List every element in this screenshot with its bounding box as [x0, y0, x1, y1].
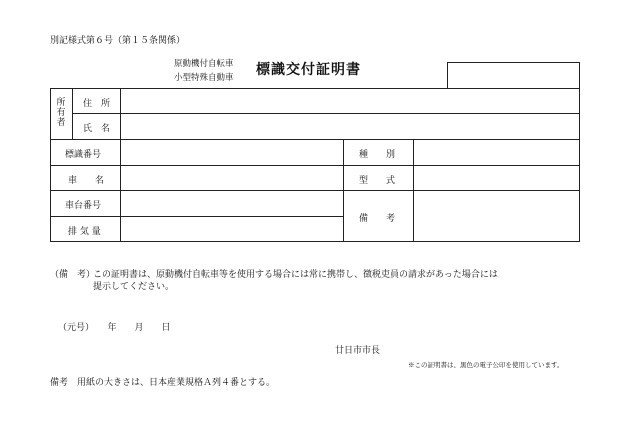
model-label: 型 式 — [359, 176, 396, 186]
date-line: （元号） 年 月 日 — [58, 323, 171, 333]
address-label: 住 所 — [83, 99, 111, 109]
owner-group-label: 所有者 — [56, 98, 66, 128]
form-number: 別記様式第６号（第１５条関係） — [50, 36, 186, 46]
stamp-box — [447, 62, 580, 89]
owner-section — [50, 88, 580, 140]
note-line-2: 提示してください。 — [93, 282, 175, 292]
page-title: 標識交付証明書 — [256, 62, 361, 78]
type-label: 種 別 — [359, 150, 396, 160]
vehicle-type-moped: 原動機付自転車 — [174, 59, 234, 69]
chassis-number-label: 車台番号 — [65, 201, 102, 211]
note-line-1: この証明書は、原動機付自転車等を使用する場合には常に携帯し、徴税吏員の請求があった場合には — [93, 270, 498, 280]
name-label: 氏 名 — [83, 124, 111, 134]
footer-note: 備考 用紙の大きさは、日本産業規格Ａ列４番とする。 — [50, 378, 276, 388]
vehicle-type-special: 小型特殊自動車 — [174, 73, 234, 83]
vehicle-name-label: 車 名 — [68, 176, 105, 186]
issuer: 廿日市市長 — [335, 346, 381, 356]
seal-note: ※この証明書は、黒色の電子公印を使用しています。 — [408, 361, 564, 369]
note-label: （備 考） — [50, 270, 96, 280]
plate-number-label: 標識番号 — [65, 150, 102, 160]
remarks-label: 備 考 — [359, 214, 396, 224]
displacement-label: 排 気 量 — [68, 227, 101, 237]
